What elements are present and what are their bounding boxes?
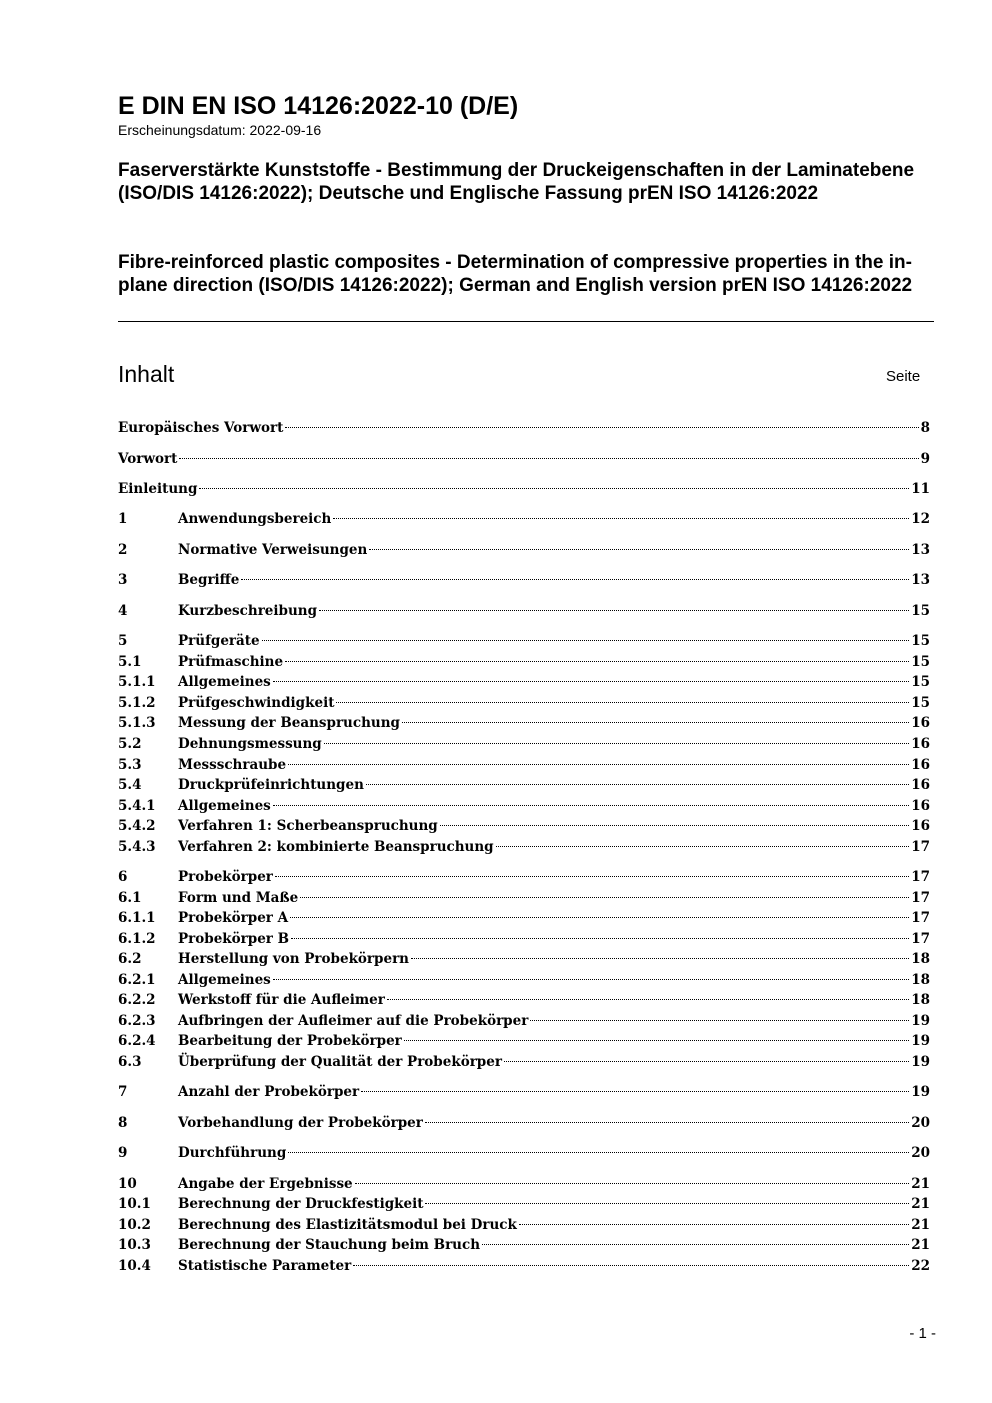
toc-entry[interactable] <box>118 775 930 795</box>
toc-entry-title: Begriffe <box>178 572 240 588</box>
toc-entry-page: 8 <box>920 420 930 436</box>
toc-entry[interactable] <box>118 1194 930 1214</box>
toc-entry-page: 16 <box>911 736 930 752</box>
toc-entry-page: 21 <box>911 1237 930 1253</box>
toc-entry[interactable] <box>118 970 930 990</box>
toc-entry-number: 5.4.3 <box>118 839 156 855</box>
toc-entry[interactable] <box>118 1031 930 1051</box>
toc-entry[interactable] <box>118 755 930 775</box>
toc-entry[interactable] <box>118 479 930 499</box>
toc-entry-number: 6 <box>118 869 128 885</box>
toc-entry[interactable] <box>118 929 930 949</box>
toc-entry-title: Allgemeines <box>178 798 271 814</box>
toc-entry-page: 15 <box>911 603 930 619</box>
toc-dot-leader <box>273 979 909 980</box>
toc-entry-title: Verfahren 1: Scherbeanspruchung <box>178 818 438 834</box>
toc-entry-page: 17 <box>911 890 930 906</box>
publication-date: Erscheinungsdatum: 2022-09-16 <box>118 122 322 138</box>
toc-entry-page: 9 <box>920 451 930 467</box>
toc-entry-number: 6.1.1 <box>118 910 156 926</box>
toc-entry-title: Einleitung <box>118 481 198 497</box>
toc-entry[interactable] <box>118 509 930 529</box>
toc-dot-leader <box>273 805 909 806</box>
toc-entry-page: 19 <box>911 1084 930 1100</box>
toc-entry[interactable] <box>118 570 930 590</box>
toc-entry-page: 21 <box>911 1176 930 1192</box>
toc-dot-leader <box>241 579 909 580</box>
toc-entry[interactable] <box>118 1235 930 1255</box>
toc-entry-title: Probekörper <box>178 869 273 885</box>
toc-entry[interactable] <box>118 837 930 857</box>
toc-dot-leader <box>411 958 909 959</box>
toc-dot-leader <box>288 1152 909 1153</box>
toc-dot-leader <box>319 610 909 611</box>
toc-entry-page: 15 <box>911 674 930 690</box>
toc-entry-number: 6.1.2 <box>118 931 156 947</box>
toc-entry-title: Kurzbeschreibung <box>178 603 318 619</box>
toc-dot-leader <box>530 1020 909 1021</box>
toc-dot-leader <box>300 897 909 898</box>
toc-dot-leader <box>425 1122 909 1123</box>
toc-entry-title: Normative Verweisungen <box>178 542 368 558</box>
toc-entry-title: Angabe der Ergebnisse <box>178 1176 353 1192</box>
toc-entry-title: Anzahl der Probekörper <box>178 1084 360 1100</box>
toc-entry[interactable] <box>118 1082 930 1102</box>
toc-entry-number: 2 <box>118 542 128 558</box>
toc-entry-title: Herstellung von Probekörpern <box>178 951 409 967</box>
toc-entry-title: Verfahren 2: kombinierte Beanspruchung <box>178 839 494 855</box>
toc-entry[interactable] <box>118 1011 930 1031</box>
toc-entry[interactable] <box>118 867 930 887</box>
toc-entry-title: Werkstoff für die Aufleimer <box>178 992 385 1008</box>
toc-entry-number: 6.3 <box>118 1054 142 1070</box>
toc-entry-title: Allgemeines <box>178 674 271 690</box>
toc-entry-number: 1 <box>118 511 128 527</box>
toc-entry-title: Probekörper A <box>178 910 289 926</box>
toc-entry-page: 12 <box>911 511 930 527</box>
toc-dot-leader <box>199 488 909 489</box>
toc-dot-leader <box>387 999 909 1000</box>
toc-entry[interactable] <box>118 990 930 1010</box>
toc-entry-page: 15 <box>911 633 930 649</box>
toc-entry-number: 5.1 <box>118 654 142 670</box>
toc-entry-number: 5.2 <box>118 736 142 752</box>
toc-dot-leader <box>291 938 909 939</box>
toc-entry-page: 16 <box>911 818 930 834</box>
toc-entry-title: Europäisches Vorwort <box>118 420 284 436</box>
toc-dot-leader <box>179 458 918 459</box>
title-english: Fibre-reinforced plastic composites - Determination of compressive properties in the in-plane direction (ISO/DIS 14126:2022); German and English version prEN ISO 14126:2022 <box>118 252 913 296</box>
toc-entry[interactable] <box>118 631 930 651</box>
toc-entry-number: 5 <box>118 633 128 649</box>
toc-entry-title: Prüfgeschwindigkeit <box>178 695 335 711</box>
toc-entry[interactable] <box>118 601 930 621</box>
toc-entry-page: 19 <box>911 1054 930 1070</box>
toc-entry[interactable] <box>118 1174 930 1194</box>
toc-dot-leader <box>262 640 910 641</box>
toc-dot-leader <box>333 518 909 519</box>
toc-entry[interactable] <box>118 1113 930 1133</box>
toc-entry-page: 20 <box>911 1115 930 1131</box>
toc-entry-number: 6.1 <box>118 890 142 906</box>
toc-entry-number: 9 <box>118 1145 128 1161</box>
toc-entry-number: 5.4.2 <box>118 818 156 834</box>
title-german: Faserverstärkte Kunststoffe - Bestimmung der Druckeigenschaften in der Laminatebene (ISO/DIS 14126:2022); Deutsche und Englische Fassung prEN ISO 14126:2022 <box>118 160 915 204</box>
toc-dot-leader <box>273 681 909 682</box>
toc-entry-page: 17 <box>911 869 930 885</box>
toc-entry-number: 6.2.4 <box>118 1033 156 1049</box>
toc-entry-page: 16 <box>911 715 930 731</box>
toc-entry-title: Vorwort <box>118 451 178 467</box>
toc-dot-leader <box>496 846 910 847</box>
toc-dot-leader <box>288 764 909 765</box>
toc-entry-page: 13 <box>911 542 930 558</box>
toc-entry-title: Messschraube <box>178 757 287 773</box>
toc-entry-number: 5.1.2 <box>118 695 156 711</box>
toc-entry[interactable] <box>118 672 930 692</box>
toc-entry[interactable] <box>118 540 930 560</box>
toc-entry-page: 18 <box>911 972 930 988</box>
toc-entry-page: 21 <box>911 1196 930 1212</box>
toc-dot-leader <box>336 702 909 703</box>
toc-dot-leader <box>519 1224 909 1225</box>
toc-dot-leader <box>285 661 909 662</box>
toc-entry-page: 19 <box>911 1013 930 1029</box>
toc-entry-page: 22 <box>911 1258 930 1274</box>
toc-entry[interactable] <box>118 908 930 928</box>
toc-entry-number: 8 <box>118 1115 128 1131</box>
toc-entry[interactable] <box>118 693 930 713</box>
toc-entry-title: Prüfmaschine <box>178 654 284 670</box>
toc-entry-title: Vorbehandlung der Probekörper <box>178 1115 423 1131</box>
toc-dot-leader <box>366 784 909 785</box>
toc-entry-title: Allgemeines <box>178 972 271 988</box>
toc-entry-title: Messung der Beanspruchung <box>178 715 400 731</box>
toc-entry-number: 4 <box>118 603 128 619</box>
toc-entry-title: Probekörper B <box>178 931 290 947</box>
toc-heading: Inhalt <box>118 361 175 387</box>
document-id: E DIN EN ISO 14126:2022-10 (D/E) <box>118 92 519 120</box>
toc-dot-leader <box>440 825 909 826</box>
toc-dot-leader <box>504 1061 909 1062</box>
toc-entry-number: 6.2.1 <box>118 972 156 988</box>
toc-entry-title: Druckprüfeinrichtungen <box>178 777 364 793</box>
toc-dot-leader <box>369 549 909 550</box>
toc-entry-page: 13 <box>911 572 930 588</box>
toc-entry-title: Dehnungsmessung <box>178 736 322 752</box>
toc-entry[interactable] <box>118 816 930 836</box>
toc-entry-number: 5.3 <box>118 757 142 773</box>
toc-entry[interactable] <box>118 1052 930 1072</box>
toc-entry-title: Überprüfung der Qualität der Probekörper <box>178 1054 502 1070</box>
toc-entry[interactable] <box>118 1256 930 1276</box>
toc-dot-leader <box>402 722 909 723</box>
toc-entry-page: 20 <box>911 1145 930 1161</box>
toc-entry[interactable] <box>118 449 930 469</box>
toc-entry-page: 17 <box>911 910 930 926</box>
toc-entry[interactable] <box>118 713 930 733</box>
toc-entry-page: 18 <box>911 992 930 1008</box>
toc-dot-leader <box>355 1183 910 1184</box>
toc-entry-page: 18 <box>911 951 930 967</box>
toc-entry-page: 11 <box>911 481 930 497</box>
toc-entry[interactable] <box>118 1215 930 1235</box>
toc-dot-leader <box>290 917 909 918</box>
toc-dot-leader <box>404 1040 909 1041</box>
toc-entry-number: 10.4 <box>118 1258 151 1274</box>
toc-entry-title: Berechnung des Elastizitätsmodul bei Druck <box>178 1217 517 1233</box>
toc-page-column-label: Seite <box>886 368 921 385</box>
toc-entry-number: 7 <box>118 1084 128 1100</box>
toc-entry-page: 15 <box>911 654 930 670</box>
toc-dot-leader <box>324 743 909 744</box>
toc-dot-leader <box>425 1203 909 1204</box>
toc-entry-number: 6.2 <box>118 951 142 967</box>
toc-entry-number: 10.2 <box>118 1217 151 1233</box>
toc-entry-number: 3 <box>118 572 128 588</box>
toc-entry-page: 16 <box>911 757 930 773</box>
toc-entry[interactable] <box>118 1143 930 1163</box>
toc-entry[interactable] <box>118 418 930 438</box>
toc-entry[interactable] <box>118 888 930 908</box>
toc-dot-leader <box>353 1265 909 1266</box>
toc-entry-number: 10 <box>118 1176 137 1192</box>
toc-entry-number: 6.2.3 <box>118 1013 156 1029</box>
toc-entry-page: 15 <box>911 695 930 711</box>
page-number: - 1 - <box>909 1325 936 1342</box>
toc-entry-page: 17 <box>911 839 930 855</box>
toc-entry[interactable] <box>118 734 930 754</box>
toc-entry-number: 10.1 <box>118 1196 151 1212</box>
toc-entry-title: Form und Maße <box>178 890 299 906</box>
toc-entry-number: 5.1.3 <box>118 715 156 731</box>
toc-entry-title: Aufbringen der Aufleimer auf die Probekörper <box>178 1013 529 1029</box>
toc-dot-leader <box>482 1244 909 1245</box>
toc-entry-title: Prüfgeräte <box>178 633 260 649</box>
toc-entry-title: Statistische Parameter <box>178 1258 352 1274</box>
toc-dot-leader <box>285 427 918 428</box>
toc-entry-page: 16 <box>911 798 930 814</box>
toc-dot-leader <box>361 1091 909 1092</box>
toc-dot-leader <box>275 876 909 877</box>
toc-entry[interactable] <box>118 949 930 969</box>
toc-entry-page: 17 <box>911 931 930 947</box>
toc-entry-number: 5.4.1 <box>118 798 156 814</box>
toc-entry[interactable] <box>118 652 930 672</box>
toc-entry-title: Bearbeitung der Probekörper <box>178 1033 402 1049</box>
toc-entry-number: 5.4 <box>118 777 142 793</box>
toc-entry-number: 5.1.1 <box>118 674 156 690</box>
toc-entry-number: 6.2.2 <box>118 992 156 1008</box>
toc-entry-page: 21 <box>911 1217 930 1233</box>
toc-entry-title: Berechnung der Stauchung beim Bruch <box>178 1237 481 1253</box>
toc-entry-title: Durchführung <box>178 1145 287 1161</box>
toc-entry[interactable] <box>118 796 930 816</box>
toc-entry-number: 10.3 <box>118 1237 151 1253</box>
toc-entry-page: 19 <box>911 1033 930 1049</box>
toc-entry-page: 16 <box>911 777 930 793</box>
toc-entry-title: Berechnung der Druckfestigkeit <box>178 1196 424 1212</box>
toc-entry-title: Anwendungsbereich <box>178 511 332 527</box>
